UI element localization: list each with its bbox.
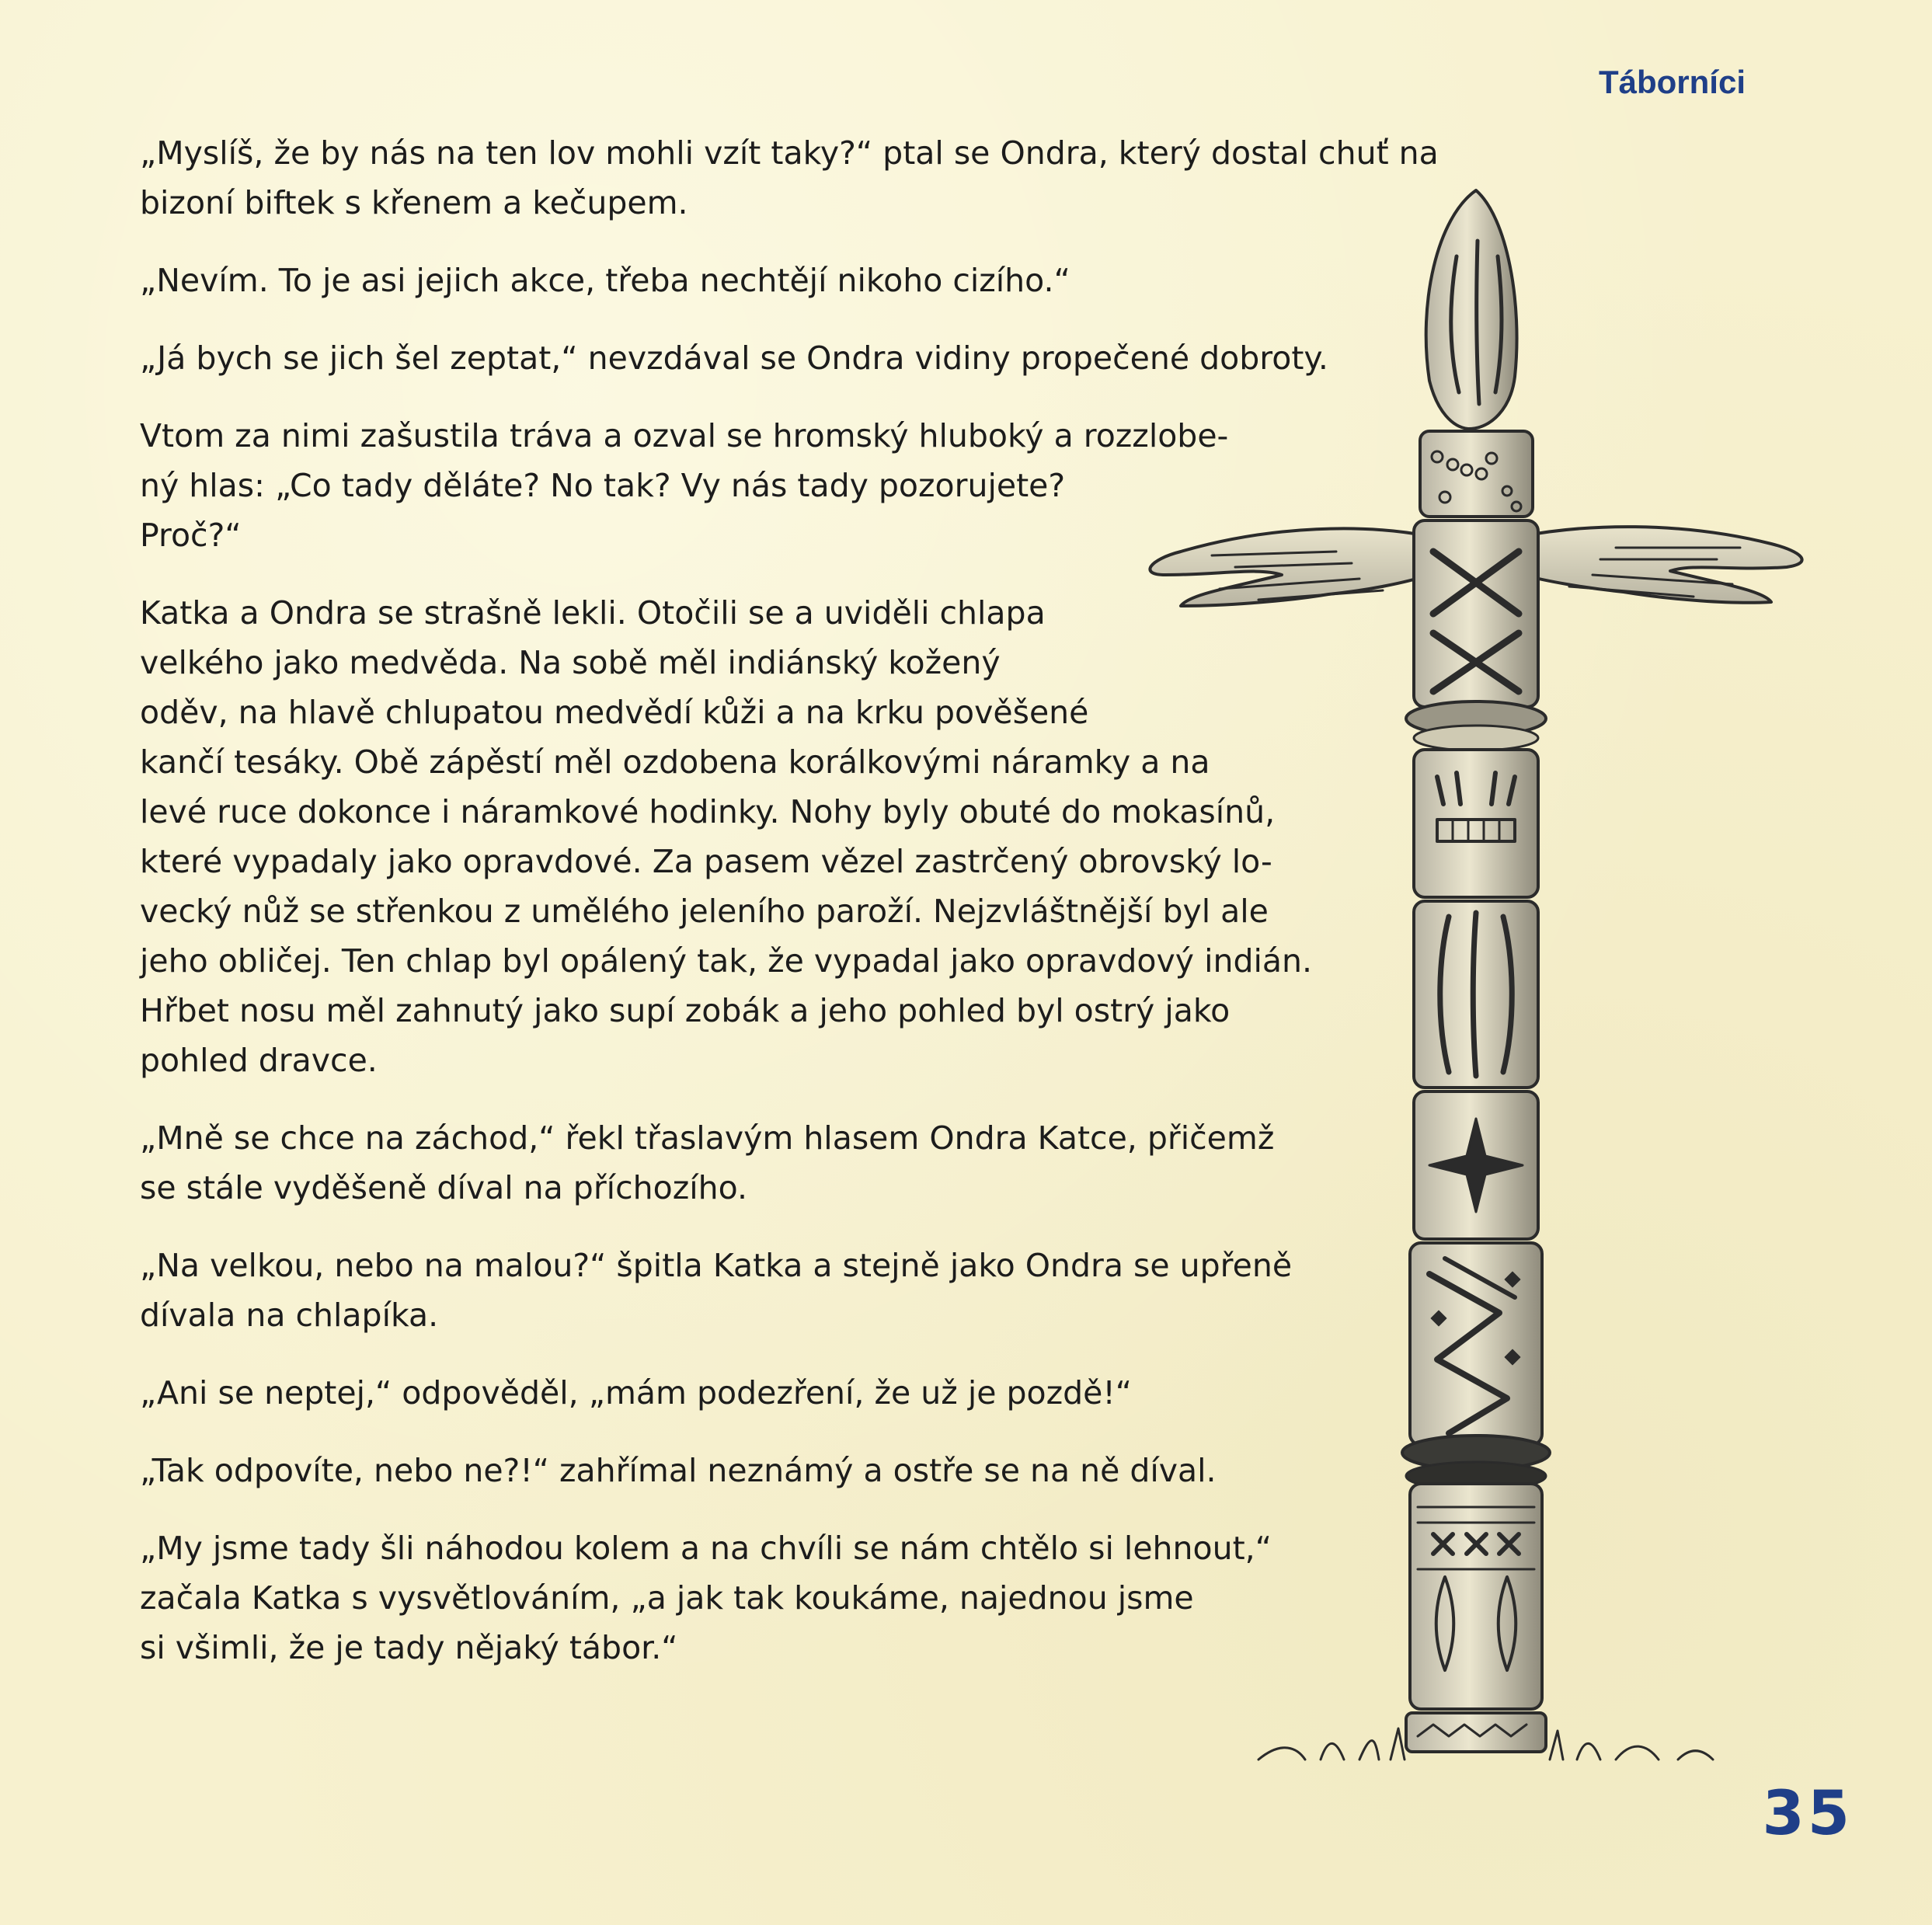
text-line: Katka a Ondra se strašně lekli. Otočili se a uviděli chlapa (140, 594, 1046, 632)
page-number: 35 (1762, 1779, 1853, 1849)
text-line: „Ani se neptej,“ odpověděl, „mám podezření, že už je pozdě!“ (140, 1374, 1133, 1412)
text-line: pohled dravce. (140, 1042, 378, 1079)
text-line: si všimli, že je tady nějaký tábor.“ (140, 1629, 678, 1666)
text-line: které vypadaly jako opravdové. Za pasem vězel zastrčený obrovský lo- (140, 843, 1272, 880)
text-line: začala Katka s vysvětlováním, „a jak tak koukáme, najednou jsme (140, 1579, 1194, 1617)
text-line: „Na velkou, nebo na malou?“ špitla Katka a stejně jako Ondra se upřeně (140, 1247, 1293, 1284)
text-line: oděv, na hlavě chlupatou medvědí kůži a na krku pověšené (140, 694, 1089, 731)
text-line: „Nevím. To je asi jejich akce, třeba nechtějí nikoho cizího.“ (140, 262, 1070, 299)
text-line: se stále vyděšeně díval na příchozího. (140, 1169, 747, 1206)
totem-pole-sketch-icon (1103, 171, 1849, 1763)
text-line: „Myslíš, že by nás na ten lov mohli vzít taky?“ ptal se Ondra, který dostal chuť na (140, 134, 1439, 172)
text-line: levé ruce dokonce i náramkové hodinky. Nohy byly obuté do mokasínů, (140, 793, 1276, 830)
text-line: jeho obličej. Ten chlap byl opálený tak, že vypadal jako opravdový indián. (140, 942, 1313, 980)
text-line: „Tak odpovíte, nebo ne?!“ zahřímal neznámý a ostře se na ně díval. (140, 1452, 1217, 1489)
text-line: dívala na chlapíka. (140, 1297, 439, 1334)
text-line: „Já bych se jich šel zeptat,“ nevzdával se Ondra vidiny propečené dobroty. (140, 339, 1328, 377)
text-line: Vtom za nimi zašustila tráva a ozval se hromský hluboký a rozzlobe- (140, 417, 1229, 454)
text-line: Proč?“ (140, 517, 242, 554)
text-line: kančí tesáky. Obě zápěstí měl ozdobena korálkovými náramky a na (140, 743, 1210, 781)
text-line: bizoní biftek s křenem a kečupem. (140, 184, 688, 221)
text-line: „My jsme tady šli náhodou kolem a na chvíli se nám chtělo si lehnout,“ (140, 1530, 1272, 1567)
text-line: velkého jako medvěda. Na sobě měl indiánský kožený (140, 644, 1001, 681)
text-line: „Mně se chce na záchod,“ řekl třaslavým hlasem Ondra Katce, přičemž (140, 1119, 1275, 1157)
text-line: vecký nůž se střenkou z umělého jeleního paroží. Nejzvláštnější byl ale (140, 893, 1269, 930)
text-line: ný hlas: „Co tady děláte? No tak? Vy nás tady pozorujete? (140, 467, 1066, 504)
running-title: Táborníci (1598, 64, 1746, 100)
text-line: Hřbet nosu měl zahnutý jako supí zobák a jeho pohled byl ostrý jako (140, 992, 1231, 1029)
